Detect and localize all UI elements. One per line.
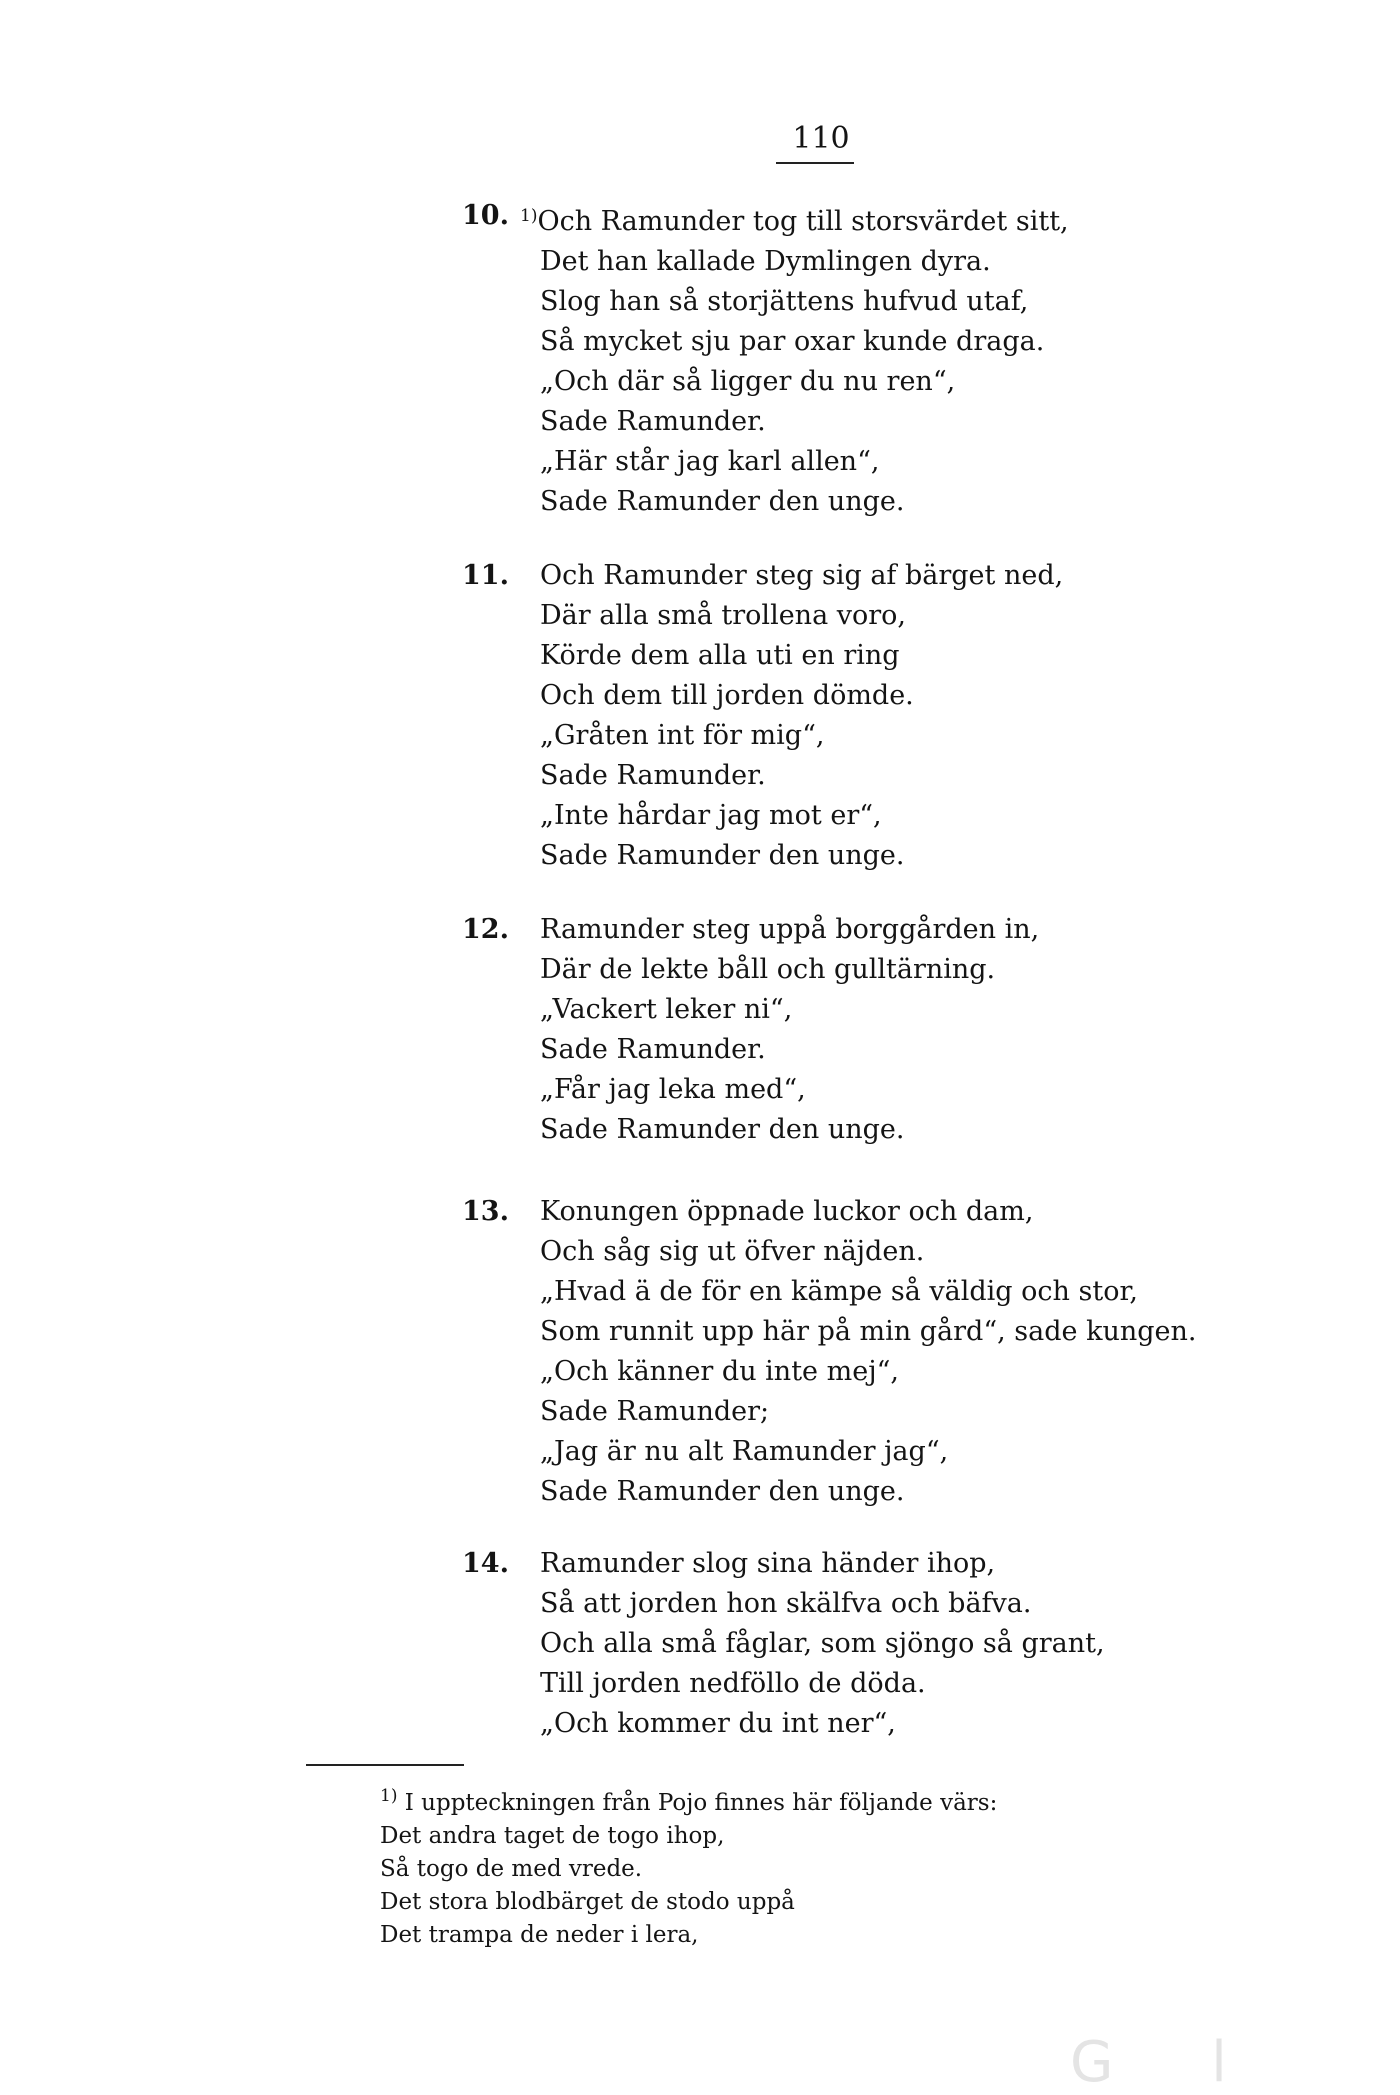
verse-line: Och Ramunder steg sig af bärget ned, [540,560,1064,591]
verse-line: Konungen öppnade luckor och dam, [540,1196,1034,1227]
verse-line: Sade Ramunder den unge. [540,486,905,517]
verse-line-text: Och Ramunder tog till storsvärdet sitt, [537,206,1069,237]
page-number: 110 [792,121,850,156]
verse-line: Sade Ramunder den unge. [540,1476,905,1507]
verse-line: Slog han så storjättens hufvud utaf, [540,286,1029,317]
verse-line: Och alla små fåglar, som sjöngo så grant, [540,1628,1105,1659]
verse-line: Så att jorden hon skälfva och bäfva. [540,1588,1032,1619]
stanza-number: 12. [462,914,509,945]
stanza-number: 14. [462,1548,509,1579]
verse-line: Sade Ramunder. [540,406,766,437]
footnote-line: Så togo de med vrede. [380,1856,643,1882]
verse-line: Som runnit upp här på min gård“, sade kungen. [540,1316,1197,1347]
footnote-rule [306,1764,464,1766]
footnote-line: Det andra taget de togo ihop, [380,1823,725,1849]
verse-line: Där alla små trollena voro, [540,600,907,631]
stanza-number: 11. [462,560,509,591]
stanza-lines [520,196,1320,522]
footnote-intro: I uppteckningen från Pojo finnes här följande värs: [404,1790,998,1816]
verse-line: Ramunder steg uppå borggården in, [540,914,1040,945]
verse-line: Där de lekte båll och gulltärning. [540,954,996,985]
verse-line: Sade Ramunder. [540,1034,766,1065]
footnote-line: Det stora blodbärget de stodo uppå [380,1889,795,1915]
page-number-rule [776,162,854,164]
stanza-lines [540,556,1320,876]
verse-line: Till jorden nedföllo de döda. [540,1668,926,1699]
verse-line: „Här står jag karl allen“, [540,446,880,477]
stanza-number: 10. [462,200,509,231]
verse-line: Sade Ramunder. [540,760,766,791]
verse-line: Och dem till jorden dömde. [540,680,914,711]
verse-line: Så mycket sju par oxar kunde draga. [540,326,1045,357]
footnote-marker: 1) [380,1786,398,1806]
verse-line: Och såg sig ut öfver näjden. [540,1236,925,1267]
stanza-lines [540,910,1320,1150]
verse-line: „Och kommer du int ner“, [540,1708,896,1739]
verse-line [520,196,1320,242]
verse-line: Sade Ramunder den unge. [540,1114,905,1145]
verse-line: „Jag är nu alt Ramunder jag“, [540,1436,949,1467]
verse-line: Sade Ramunder den unge. [540,840,905,871]
verse-line: Körde dem alla uti en ring [540,640,900,671]
verse-line: „Vackert leker ni“, [540,994,793,1025]
verse-line: „Hvad ä de för en kämpe så väldig och stor, [540,1276,1139,1307]
verse-line: „Och känner du inte mej“, [540,1356,899,1387]
footnote-line: Det trampa de neder i lera, [380,1922,699,1948]
stanza-number: 13. [462,1196,509,1227]
footnote [380,1780,1140,1952]
footnote-reference: 1) [520,206,538,226]
scan-watermark: G l [1070,2030,1267,2095]
verse-line: „Får jag leka med“, [540,1074,806,1105]
verse-line: Det han kallade Dymlingen dyra. [540,246,991,277]
stanza-lines [540,1192,1320,1512]
verse-line: Ramunder slog sina händer ihop, [540,1548,996,1579]
stanza-lines [540,1544,1320,1744]
verse-line: „Gråten int för mig“, [540,720,825,751]
verse-line: „Inte hårdar jag mot er“, [540,800,882,831]
verse-line: Sade Ramunder; [540,1396,770,1427]
verse-line: „Och där så ligger du nu ren“, [540,366,956,397]
footnote-intro-line [380,1780,1140,1820]
